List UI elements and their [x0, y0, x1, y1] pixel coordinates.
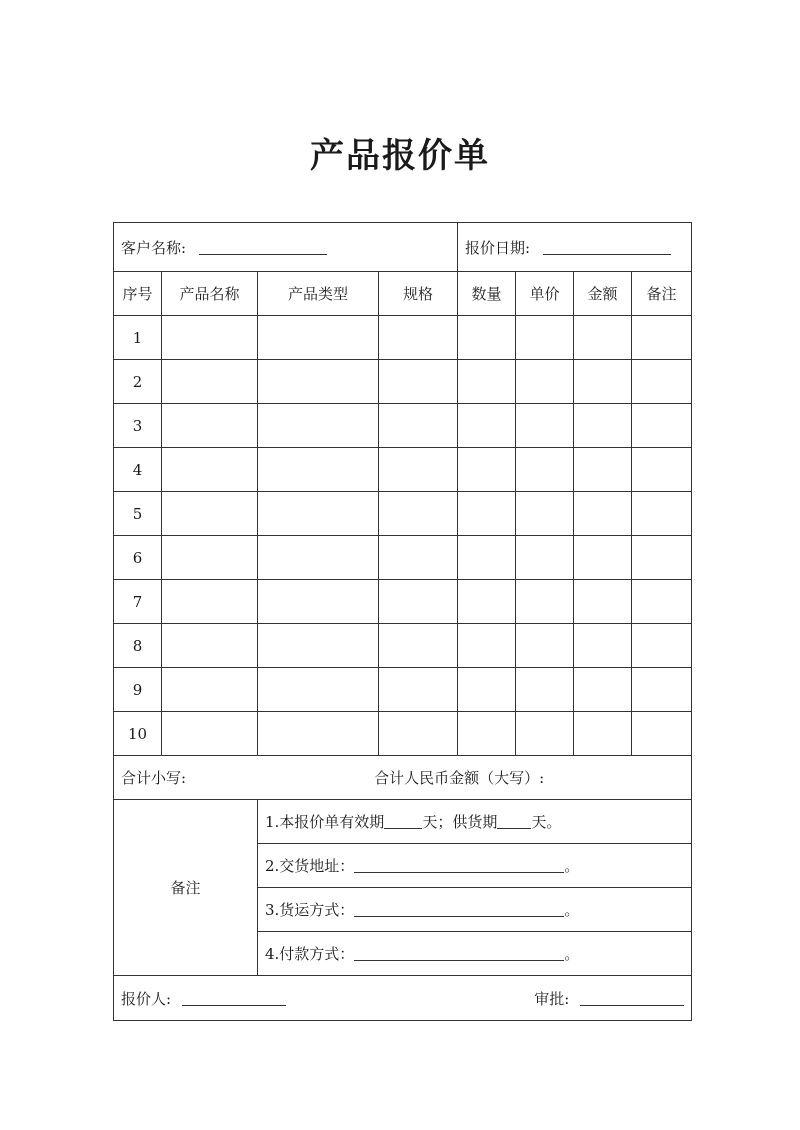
- table-cell[interactable]: [258, 536, 379, 580]
- column-header: 备注: [632, 272, 692, 316]
- table-cell[interactable]: [379, 668, 458, 712]
- customer-name-cell: [114, 223, 458, 272]
- table-cell[interactable]: [162, 712, 258, 756]
- notes-row: [114, 800, 692, 844]
- table-cell[interactable]: [516, 624, 574, 668]
- table-cell[interactable]: [458, 316, 516, 360]
- quote-date-cell: [458, 223, 692, 272]
- column-header: 规格: [379, 272, 458, 316]
- table-cell[interactable]: [458, 536, 516, 580]
- table-cell[interactable]: [258, 492, 379, 536]
- table-cell[interactable]: [379, 448, 458, 492]
- table-cell[interactable]: [162, 360, 258, 404]
- payment-method-field[interactable]: [354, 946, 564, 961]
- total-row: [114, 756, 692, 800]
- table-cell[interactable]: [379, 492, 458, 536]
- table-row: [114, 580, 692, 624]
- table-cell[interactable]: [458, 624, 516, 668]
- shipping-method-label: 3.货运方式：: [265, 901, 355, 919]
- table-cell[interactable]: [379, 536, 458, 580]
- total-big-label: 合计人民币金额（大写）:: [374, 769, 545, 787]
- table-cell[interactable]: [574, 712, 632, 756]
- table-cell[interactable]: [574, 624, 632, 668]
- table-cell[interactable]: [632, 580, 692, 624]
- table-cell[interactable]: [258, 712, 379, 756]
- table-cell[interactable]: [458, 580, 516, 624]
- row-number: 1: [114, 316, 162, 360]
- table-cell[interactable]: [258, 448, 379, 492]
- table-cell[interactable]: [162, 404, 258, 448]
- column-header: 数量: [458, 272, 516, 316]
- table-cell[interactable]: [632, 492, 692, 536]
- total-cell: [114, 756, 692, 800]
- table-cell[interactable]: [258, 624, 379, 668]
- table-cell[interactable]: [632, 624, 692, 668]
- note-line-3: [258, 888, 692, 932]
- column-header: 金额: [574, 272, 632, 316]
- shipping-method-field[interactable]: [354, 902, 564, 917]
- signature-cell: [114, 976, 692, 1021]
- table-cell[interactable]: [632, 536, 692, 580]
- table-cell[interactable]: [458, 668, 516, 712]
- table-row: [114, 360, 692, 404]
- table-cell[interactable]: [632, 448, 692, 492]
- table-cell[interactable]: [574, 668, 632, 712]
- table-cell[interactable]: [162, 668, 258, 712]
- column-header: 产品名称: [162, 272, 258, 316]
- table-cell[interactable]: [162, 580, 258, 624]
- table-cell[interactable]: [574, 404, 632, 448]
- row-number: 2: [114, 360, 162, 404]
- table-cell[interactable]: [162, 316, 258, 360]
- table-cell[interactable]: [516, 448, 574, 492]
- table-cell[interactable]: [516, 712, 574, 756]
- column-header: 单价: [516, 272, 574, 316]
- note-line-1: [258, 800, 692, 844]
- table-cell[interactable]: [632, 668, 692, 712]
- table-cell[interactable]: [574, 316, 632, 360]
- row-number: 8: [114, 624, 162, 668]
- customer-name-field[interactable]: [199, 240, 327, 255]
- table-cell[interactable]: [258, 668, 379, 712]
- quote-date-field[interactable]: [543, 240, 671, 255]
- table-row: [114, 448, 692, 492]
- table-cell[interactable]: [258, 404, 379, 448]
- table-cell[interactable]: [516, 492, 574, 536]
- validity-days-field[interactable]: [384, 814, 422, 829]
- table-cell[interactable]: [458, 404, 516, 448]
- row-number: 3: [114, 404, 162, 448]
- table-cell[interactable]: [574, 492, 632, 536]
- table-cell[interactable]: [516, 668, 574, 712]
- table-cell[interactable]: [574, 580, 632, 624]
- quotation-table: [113, 222, 692, 1021]
- column-header: 序号: [114, 272, 162, 316]
- table-cell[interactable]: [516, 316, 574, 360]
- quoter-label: 报价人:: [121, 989, 172, 1008]
- table-row: [114, 536, 692, 580]
- row-number: 7: [114, 580, 162, 624]
- approve-field[interactable]: [580, 991, 684, 1006]
- row-number: 6: [114, 536, 162, 580]
- table-cell[interactable]: [574, 360, 632, 404]
- table-cell[interactable]: [379, 712, 458, 756]
- table-row: [114, 624, 692, 668]
- table-cell[interactable]: [379, 360, 458, 404]
- table-cell[interactable]: [632, 404, 692, 448]
- table-cell[interactable]: [379, 580, 458, 624]
- column-header: 产品类型: [258, 272, 379, 316]
- table-cell[interactable]: [516, 360, 574, 404]
- total-small-label: 合计小写:: [121, 769, 187, 787]
- table-cell[interactable]: [162, 624, 258, 668]
- table-cell[interactable]: [258, 360, 379, 404]
- table-cell[interactable]: [632, 360, 692, 404]
- quote-date-label: 报价日期:: [465, 238, 531, 257]
- table-cell[interactable]: [162, 492, 258, 536]
- period-mark: 。: [564, 857, 580, 875]
- table-cell[interactable]: [632, 316, 692, 360]
- note-line-2: [258, 844, 692, 888]
- table-cell[interactable]: [162, 448, 258, 492]
- row-number: 4: [114, 448, 162, 492]
- payment-method-label: 4.付款方式：: [265, 945, 355, 963]
- approve-label: 审批:: [534, 989, 570, 1008]
- supply-label: 天；供货期: [422, 813, 498, 831]
- notes-label: 备注: [114, 800, 258, 976]
- quoter-field[interactable]: [182, 991, 286, 1006]
- table-cell[interactable]: [458, 712, 516, 756]
- table-row: [114, 712, 692, 756]
- period-mark: 。: [564, 901, 580, 919]
- table-cell[interactable]: [379, 624, 458, 668]
- row-number: 5: [114, 492, 162, 536]
- note-line-4: [258, 932, 692, 976]
- days-suffix: 天。: [531, 813, 562, 831]
- table-cell[interactable]: [516, 404, 574, 448]
- row-number: 9: [114, 668, 162, 712]
- delivery-address-label: 2.交货地址：: [265, 857, 355, 875]
- table-cell[interactable]: [379, 316, 458, 360]
- table-row: [114, 404, 692, 448]
- signature-row: [114, 976, 692, 1021]
- row-number: 10: [114, 712, 162, 756]
- column-header-row: [114, 272, 692, 316]
- page-title: 产品报价单: [310, 136, 490, 176]
- delivery-address-field[interactable]: [354, 858, 564, 873]
- table-cell[interactable]: [458, 492, 516, 536]
- validity-label: 1.本报价单有效期: [265, 813, 385, 831]
- period-mark: 。: [564, 945, 580, 963]
- table-cell[interactable]: [574, 448, 632, 492]
- table-cell[interactable]: [516, 536, 574, 580]
- table-cell[interactable]: [162, 536, 258, 580]
- table-cell[interactable]: [574, 536, 632, 580]
- customer-info-row: [114, 223, 692, 272]
- table-cell[interactable]: [258, 316, 379, 360]
- customer-name-label: 客户名称:: [121, 238, 187, 257]
- table-cell[interactable]: [516, 580, 574, 624]
- table-cell[interactable]: [458, 360, 516, 404]
- supply-days-field[interactable]: [497, 814, 531, 829]
- table-row: [114, 668, 692, 712]
- table-cell[interactable]: [258, 580, 379, 624]
- table-row: [114, 316, 692, 360]
- table-row: [114, 492, 692, 536]
- table-cell[interactable]: [458, 448, 516, 492]
- table-cell[interactable]: [379, 404, 458, 448]
- table-cell[interactable]: [632, 712, 692, 756]
